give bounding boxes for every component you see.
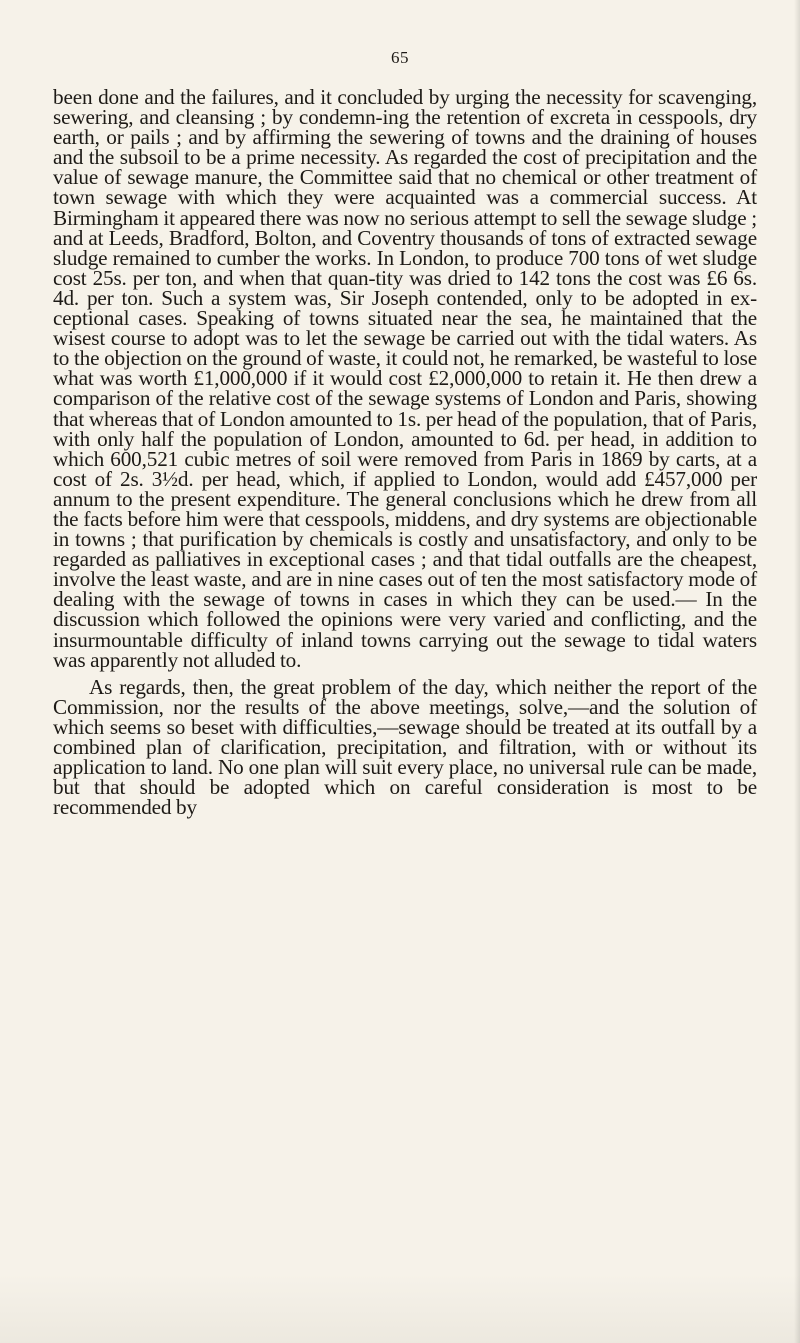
body-text (53, 85, 757, 820)
paragraph-2: As regards, then, the great problem of the day, which neither the report of the Commission, nor the results of the above meetings, solve,—and the solution of which seems so beset with difficulties,—sewage should be treated at its outfall by a combined plan of clarification, precipitation, and filtration, with or without its application to land. No one plan will suit every place, no universal rule can be made, but that should be adopted which on careful consideration is most to be recommended by (53, 674, 757, 820)
paragraph-1: been done and the failures, and it concluded by urging the necessity for scavenging, sewering, and cleansing ; by condemn-ing the retention of excreta in cesspools, dry earth, or pails ; and by affirming the sewering of towns and the draining of houses and the subsoil to be a prime necessity. As regarded the cost of precipitation and the value of sewage manure, the Committee said that no chemical or other treatment of town sewage with which they were acquainted was a commercial success. At Birmingham it appeared there was now no serious attempt to sell the sewage sludge ; and at Leeds, Bradford, Bolton, and Coventry thousands of tons of extracted sewage sludge remained to cumber the works. In London, to produce 700 tons of wet sludge cost 25s. per ton, and when that quan-tity was dried to 142 tons the cost was £6 6s. 4d. per ton. Such a system was, Sir Joseph contended, only to be adopted in ex-ceptional cases. Speaking of towns situated near the sea, he maintained that the wisest course to adopt was to let the sewage be carried out with the tidal waters. As to the objection on the ground of waste, it could not, he remarked, be wasteful to lose what was worth £1,000,000 if it would cost £2,000,000 to retain it. He then drew a comparison of the relative cost of the sewage systems of London and Paris, showing that whereas that of London amounted to 1s. per head of the population, that of Paris, with only half the population of London, amounted to 6d. per head, in addition to which 600,521 cubic metres of soil were removed from Paris in 1869 by carts, at a cost of 2s. 3½d. per head, which, if applied to London, would add £457,000 per annum to the present expenditure. The general conclusions which he drew from all the facts before him were that cesspools, middens, and dry systems are objectionable in towns ; that purification by chemicals is costly and unsatisfactory, and only to be regarded as palliatives in exceptional cases ; and that tidal outfalls are the cheapest, involve the least waste, and are in nine cases out of ten the most satisfactory mode of dealing with the sewage of towns in cases in which they can be used.— In the discussion which followed the opinions were very varied and conflicting, and the insurmountable difficulty of inland towns carrying out the sewage to tidal waters was apparently not alluded to. (53, 85, 757, 672)
page-edge-shadow (794, 0, 800, 1343)
page-number: 65 (391, 48, 409, 67)
page-bottom-tint (0, 1273, 800, 1343)
